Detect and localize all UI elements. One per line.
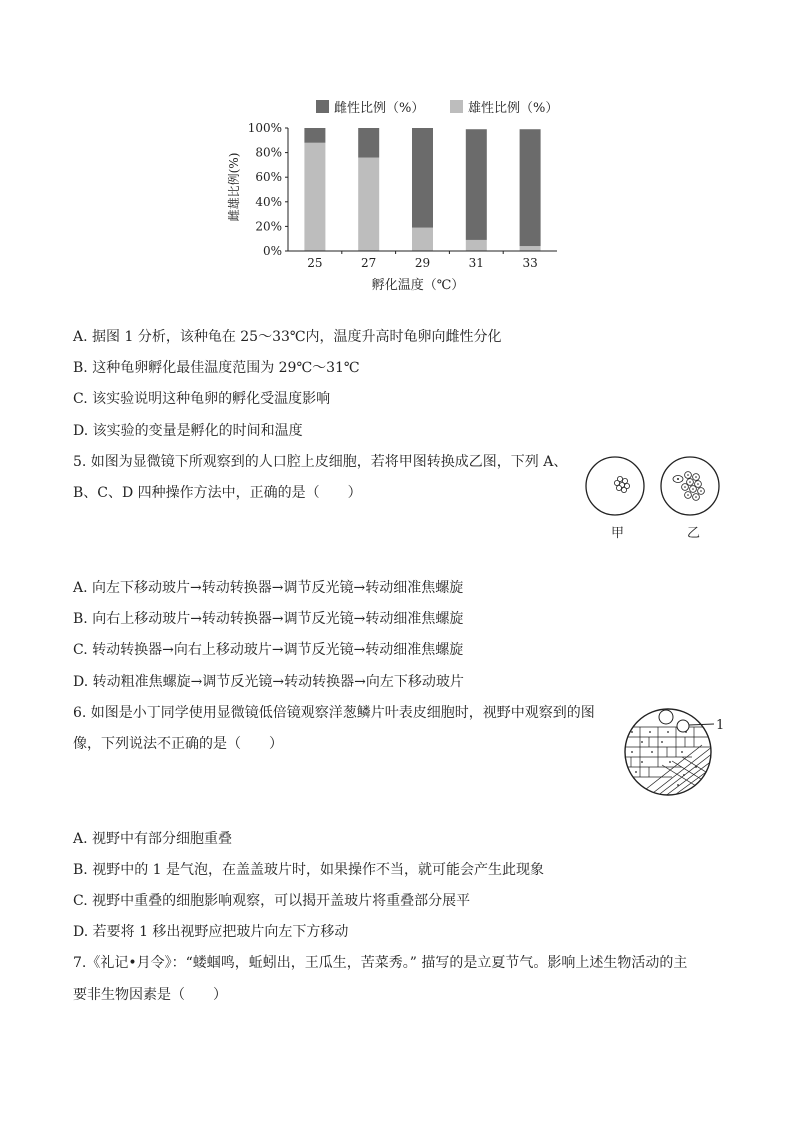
legend-swatch-male	[450, 100, 463, 113]
q4-option-b: B. 这种龟卵孵化最佳温度范围为 29℃～31℃	[73, 360, 360, 376]
legend-label-male: 雄性比例（%）	[468, 101, 559, 116]
y-tick-label: 60%	[255, 170, 282, 185]
x-axis-title: 孵化温度（℃）	[371, 278, 465, 293]
q6-option-b: B. 视野中的 1 是气泡，在盖盖玻片时，如果操作不当，就可能会产生此现象	[73, 862, 544, 878]
q7-stem-line1: 7.《礼记•月令》：“蝼蝈鸣，蚯蚓出，王瓜生，苦菜秀。” 描写的是立夏节气。影响上述生物活动的主	[73, 955, 688, 971]
bar-male-29	[412, 228, 433, 251]
y-tick-label: 80%	[255, 145, 282, 160]
q5-option-d: D. 转动粗准焦螺旋→调节反光镜→转动转换器→向左下移动玻片	[73, 674, 464, 690]
q5-stem-line1: 5. 如图为显微镜下所观察到的人口腔上皮细胞，若将甲图转换成乙图，下列 A、	[73, 454, 568, 470]
q6-option-d: D. 若要将 1 移出视野应把玻片向左下方移动	[73, 924, 349, 940]
y-tick-label: 0%	[262, 244, 282, 258]
q4-option-c: C. 该实验说明这种龟卵的孵化受温度影响	[73, 391, 331, 407]
bar-male-33	[520, 246, 541, 251]
bar-male-27	[358, 158, 379, 251]
q5-option-a: A. 向左下移动玻片→转动转换器→调节反光镜→转动细准焦螺旋	[73, 580, 464, 596]
bar-female-27	[358, 128, 379, 158]
field-jia	[586, 457, 644, 515]
q6-stem-line1: 6. 如图是小丁同学使用显微镜低倍镜观察洋葱鳞片叶表皮细胞时，视野中观察到的图	[73, 705, 595, 721]
y-axis-title: 雌雄比例(%)	[227, 152, 241, 222]
bar-female-33	[520, 129, 541, 246]
label-jia: 甲	[611, 526, 625, 541]
q5-option-b: B. 向右上移动玻片→转动转换器→调节反光镜→转动细准焦螺旋	[73, 611, 464, 627]
y-tick-label: 40%	[255, 194, 282, 209]
field-yi	[661, 457, 719, 515]
sex-ratio-chart	[222, 94, 582, 304]
q6-option-c: C. 视野中重叠的细胞影响观察，可以揭开盖玻片将重叠部分展平	[73, 893, 471, 909]
x-tick-label: 31	[468, 256, 484, 270]
q5-option-c: C. 转动转换器→向右上移动玻片→调节反光镜→转动细准焦螺旋	[73, 642, 464, 658]
x-tick-label: 27	[361, 256, 377, 270]
air-bubble-1	[677, 720, 689, 732]
q4-option-d: D. 该实验的变量是孵化的时间和温度	[73, 423, 303, 439]
bar-male-25	[304, 143, 325, 251]
bar-male-31	[466, 240, 487, 251]
air-bubble-large	[659, 710, 673, 724]
bar-female-25	[304, 128, 325, 143]
q6-option-a: A. 视野中有部分细胞重叠	[73, 831, 233, 847]
y-tick-label: 100%	[247, 121, 282, 135]
q4-option-a: A. 据图 1 分析，该种龟在 25～33℃内，温度升高时龟卵向雌性分化	[73, 329, 502, 345]
label-yi: 乙	[687, 526, 701, 541]
x-tick-label: 29	[414, 256, 431, 270]
label-1: 1	[716, 718, 725, 733]
onion-cell-field	[622, 705, 730, 801]
bar-female-31	[466, 129, 487, 240]
microscope-fields-jia-yi	[584, 455, 724, 545]
x-tick-label: 33	[522, 256, 538, 270]
q7-stem-line2: 要非生物因素是（ ）	[73, 987, 227, 1003]
legend-label-female: 雌性比例（%）	[334, 101, 425, 116]
q6-stem-line2: 像，下列说法不正确的是（ ）	[73, 736, 283, 752]
x-tick-label: 25	[307, 256, 323, 270]
bar-female-29	[412, 128, 433, 228]
y-tick-label: 20%	[255, 219, 282, 234]
q5-stem-line2: B、C、D 四种操作方法中，正确的是（ ）	[73, 485, 362, 501]
legend-swatch-female	[316, 100, 329, 113]
